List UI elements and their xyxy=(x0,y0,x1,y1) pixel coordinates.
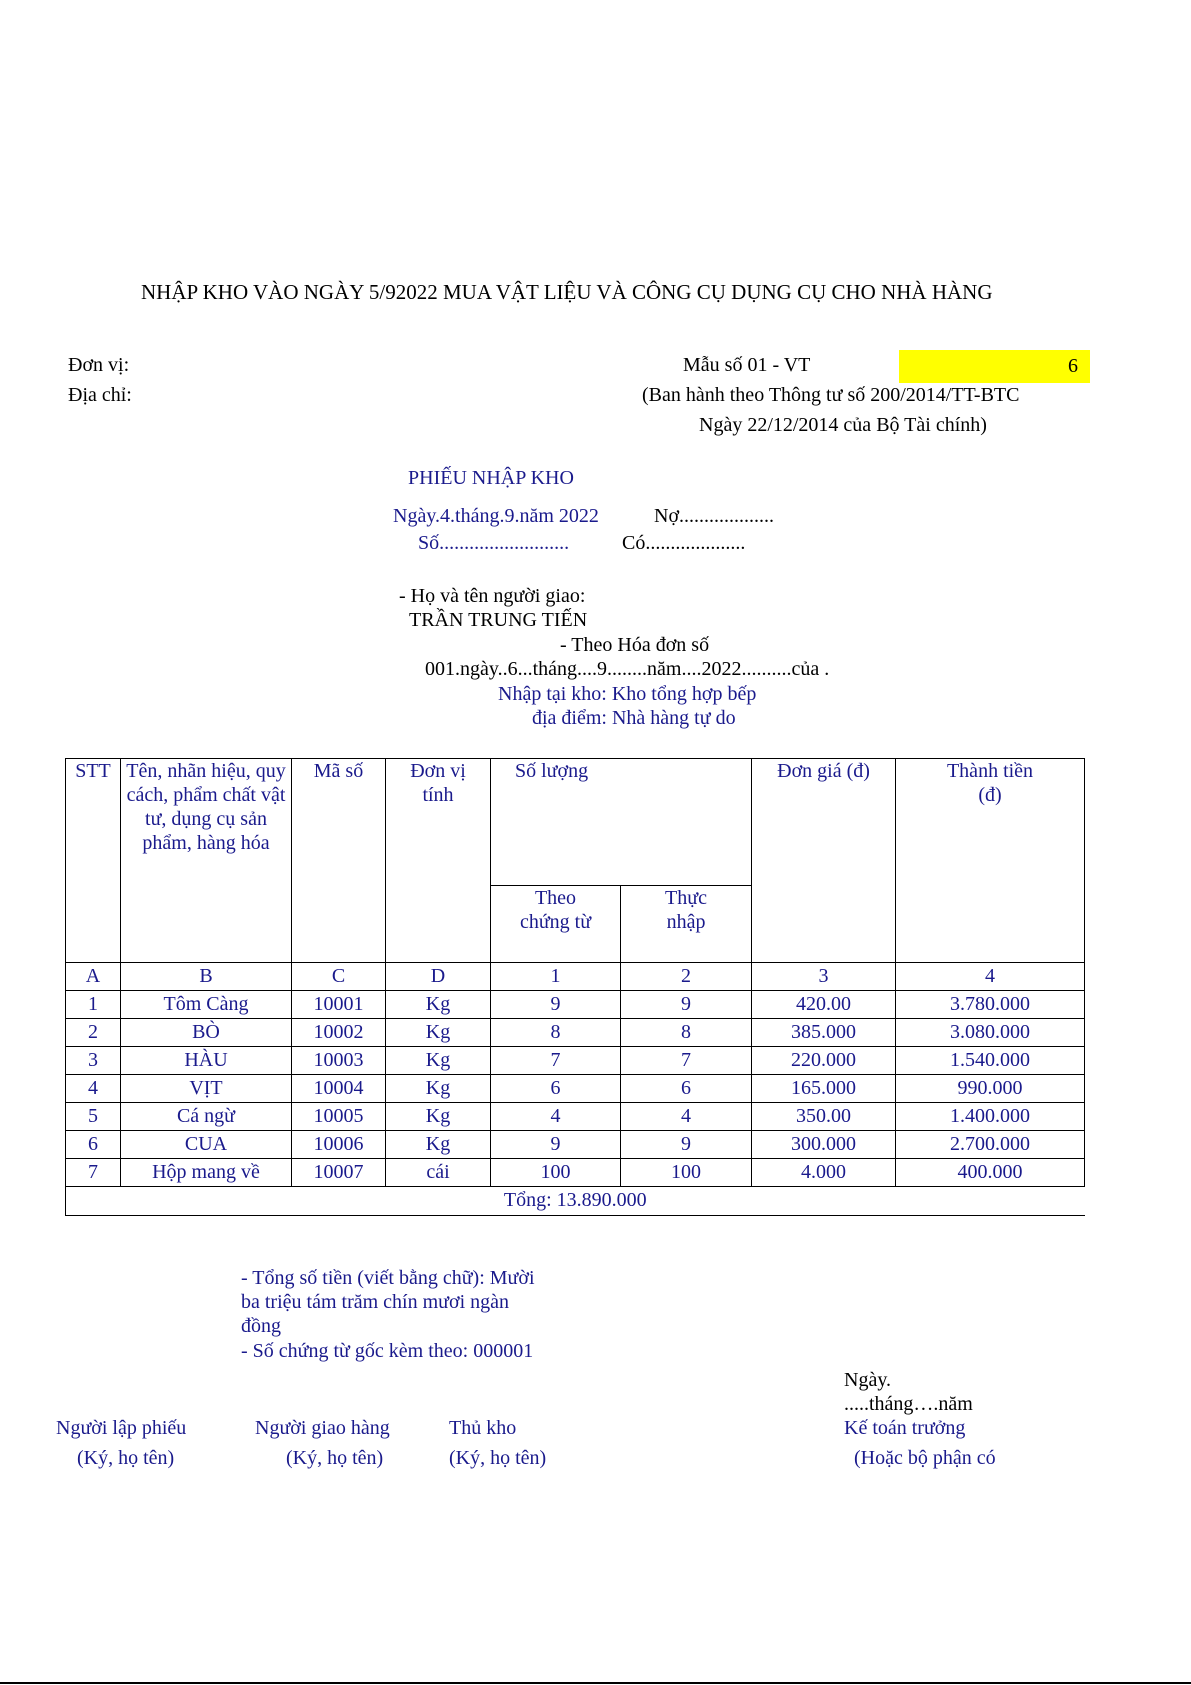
amount-cell: 400.000 xyxy=(896,1159,1085,1187)
ngay-ban-hanh: Ngày 22/12/2014 của Bộ Tài chính) xyxy=(699,414,987,436)
amount-cell: 2.700.000 xyxy=(896,1131,1085,1159)
item-code-cell: 10004 xyxy=(292,1075,386,1103)
code-cell: 3 xyxy=(752,963,896,991)
tong-so-tien-line3: đồng xyxy=(241,1315,281,1337)
unit-cell: Kg xyxy=(386,1131,491,1159)
qty-doc-cell: 7 xyxy=(491,1047,621,1075)
ky-ho-ten-2: (Ký, họ tên) xyxy=(286,1447,384,1469)
code-cell: A xyxy=(66,963,121,991)
qty-actual-cell: 6 xyxy=(621,1075,752,1103)
ky-ho-ten-3: (Ký, họ tên) xyxy=(449,1447,547,1469)
table-row xyxy=(66,1103,1085,1131)
qty-doc-cell: 8 xyxy=(491,1019,621,1047)
header-thanh-tien: Thành tiền (đ) xyxy=(896,759,1085,963)
goods-table xyxy=(65,758,1085,1216)
unit-cell: Kg xyxy=(386,991,491,1019)
qty-doc-cell: 100 xyxy=(491,1159,621,1187)
stt-cell: 1 xyxy=(66,991,121,1019)
qty-doc-cell: 9 xyxy=(491,991,621,1019)
item-name-cell: VỊT xyxy=(121,1075,292,1103)
tong-so-tien-line1: - Tổng số tiền (viết bằng chữ): Mười xyxy=(241,1267,535,1289)
table-row xyxy=(66,1075,1085,1103)
item-name-cell: HÀU xyxy=(121,1047,292,1075)
unit-price-cell: 385.000 xyxy=(752,1019,896,1047)
qty-actual-cell: 8 xyxy=(621,1019,752,1047)
ke-toan-truong: Kế toán trưởng xyxy=(844,1417,966,1439)
item-code-cell: 10003 xyxy=(292,1047,386,1075)
amount-cell: 1.400.000 xyxy=(896,1103,1085,1131)
amount-cell: 990.000 xyxy=(896,1075,1085,1103)
code-cell: 1 xyxy=(491,963,621,991)
item-name-cell: CUA xyxy=(121,1131,292,1159)
amount-cell: 3.080.000 xyxy=(896,1019,1085,1047)
highlight-value: 6 xyxy=(1068,355,1078,377)
table-row xyxy=(66,1159,1085,1187)
co-account: Có.................... xyxy=(622,532,746,554)
ky-ho-ten-1: (Ký, họ tên) xyxy=(77,1447,175,1469)
unit-cell: Kg xyxy=(386,1047,491,1075)
hoac-bo-phan: (Hoặc bộ phận có xyxy=(854,1447,996,1469)
unit-price-cell: 165.000 xyxy=(752,1075,896,1103)
table-total: Tổng: 13.890.000 xyxy=(66,1187,1085,1216)
sign-date-day: Ngày. xyxy=(844,1369,892,1391)
unit-price-cell: 420.00 xyxy=(752,991,896,1019)
header-thuc-nhap: Thực nhập xyxy=(621,886,752,963)
item-name-cell: Hộp mang về xyxy=(121,1159,292,1187)
unit-cell: cái xyxy=(386,1159,491,1187)
nhap-tai-kho: Nhập tại kho: Kho tổng hợp bếp xyxy=(498,683,757,705)
unit-price-cell: 220.000 xyxy=(752,1047,896,1075)
no-account: Nợ................... xyxy=(654,505,775,527)
unit-cell: Kg xyxy=(386,1103,491,1131)
item-name-cell: Tôm Càng xyxy=(121,991,292,1019)
dia-diem: địa điểm: Nhà hàng tự do xyxy=(532,707,736,729)
page-bottom-divider xyxy=(0,1682,1191,1684)
unit-cell: Kg xyxy=(386,1019,491,1047)
stt-cell: 7 xyxy=(66,1159,121,1187)
stt-cell: 4 xyxy=(66,1075,121,1103)
table-row xyxy=(66,1019,1085,1047)
code-cell: D xyxy=(386,963,491,991)
header-don-vi-tinh: Đơn vị tính xyxy=(386,759,491,963)
item-code-cell: 10006 xyxy=(292,1131,386,1159)
code-cell: 4 xyxy=(896,963,1085,991)
unit-price-cell: 4.000 xyxy=(752,1159,896,1187)
stt-cell: 5 xyxy=(66,1103,121,1131)
nguoi-giao-label: - Họ và tên người giao: xyxy=(399,585,586,607)
tong-so-tien-line2: ba triệu tám trăm chín mươi ngàn xyxy=(241,1291,510,1313)
item-code-cell: 10007 xyxy=(292,1159,386,1187)
amount-cell: 1.540.000 xyxy=(896,1047,1085,1075)
so-number: Số.......................... xyxy=(418,532,570,554)
unit-cell: Kg xyxy=(386,1075,491,1103)
qty-actual-cell: 7 xyxy=(621,1047,752,1075)
table-row xyxy=(66,1131,1085,1159)
item-code-cell: 10001 xyxy=(292,991,386,1019)
qty-doc-cell: 9 xyxy=(491,1131,621,1159)
mau-so: Mẫu số 01 - VT xyxy=(683,354,811,376)
stt-cell: 2 xyxy=(66,1019,121,1047)
item-code-cell: 10002 xyxy=(292,1019,386,1047)
qty-actual-cell: 100 xyxy=(621,1159,752,1187)
qty-actual-cell: 9 xyxy=(621,1131,752,1159)
unit-price-cell: 300.000 xyxy=(752,1131,896,1159)
header-so-luong: Số lượng xyxy=(491,759,752,886)
document-title: NHẬP KHO VÀO NGÀY 5/92022 MUA VẬT LIỆU VÀ CÔNG CỤ DỤNG CỤ CHO NHÀ HÀNG xyxy=(141,280,993,304)
stt-cell: 6 xyxy=(66,1131,121,1159)
stt-cell: 3 xyxy=(66,1047,121,1075)
so-chung-tu: - Số chứng từ gốc kèm theo: 000001 xyxy=(241,1340,534,1362)
qty-doc-cell: 6 xyxy=(491,1075,621,1103)
highlight-cell xyxy=(899,350,1090,383)
header-ma-so: Mã số xyxy=(292,759,386,963)
item-code-cell: 10005 xyxy=(292,1103,386,1131)
hoa-don-detail: 001.ngày..6...tháng....9........năm....2022..........của . xyxy=(425,658,830,680)
qty-actual-cell: 4 xyxy=(621,1103,752,1131)
unit-price-cell: 350.00 xyxy=(752,1103,896,1131)
hoa-don-label: - Theo Hóa đơn số xyxy=(560,634,710,656)
header-stt: STT xyxy=(66,759,121,963)
qty-doc-cell: 4 xyxy=(491,1103,621,1131)
sign-date-month-year: .....tháng….năm xyxy=(844,1393,973,1415)
receipt-date: Ngày.4.tháng.9.năm 2022 xyxy=(393,505,599,527)
header-don-gia: Đơn giá (đ) xyxy=(752,759,896,963)
dia-chi-label: Địa chỉ: xyxy=(68,384,132,406)
amount-cell: 3.780.000 xyxy=(896,991,1085,1019)
ban-hanh: (Ban hành theo Thông tư số 200/2014/TT-BTC xyxy=(642,384,1020,406)
table-row xyxy=(66,1047,1085,1075)
don-vi-label: Đơn vị: xyxy=(68,354,130,376)
nguoi-giao-hang: Người giao hàng xyxy=(255,1417,390,1439)
header-theo-chung-tu: Theo chứng từ xyxy=(491,886,621,963)
code-cell: B xyxy=(121,963,292,991)
code-row xyxy=(66,963,1085,991)
code-cell: 2 xyxy=(621,963,752,991)
thu-kho: Thủ kho xyxy=(449,1417,517,1439)
table-row xyxy=(66,991,1085,1019)
nguoi-giao-name: TRẦN TRUNG TIẾN xyxy=(409,609,588,631)
code-cell: C xyxy=(292,963,386,991)
qty-actual-cell: 9 xyxy=(621,991,752,1019)
item-name-cell: BÒ xyxy=(121,1019,292,1047)
header-ten: Tên, nhãn hiệu, quy cách, phẩm chất vật tư, dụng cụ sản phẩm, hàng hóa xyxy=(121,759,292,963)
item-name-cell: Cá ngừ xyxy=(121,1103,292,1131)
nguoi-lap-phieu: Người lập phiếu xyxy=(56,1417,187,1439)
receipt-heading: PHIẾU NHẬP KHO xyxy=(408,467,574,489)
